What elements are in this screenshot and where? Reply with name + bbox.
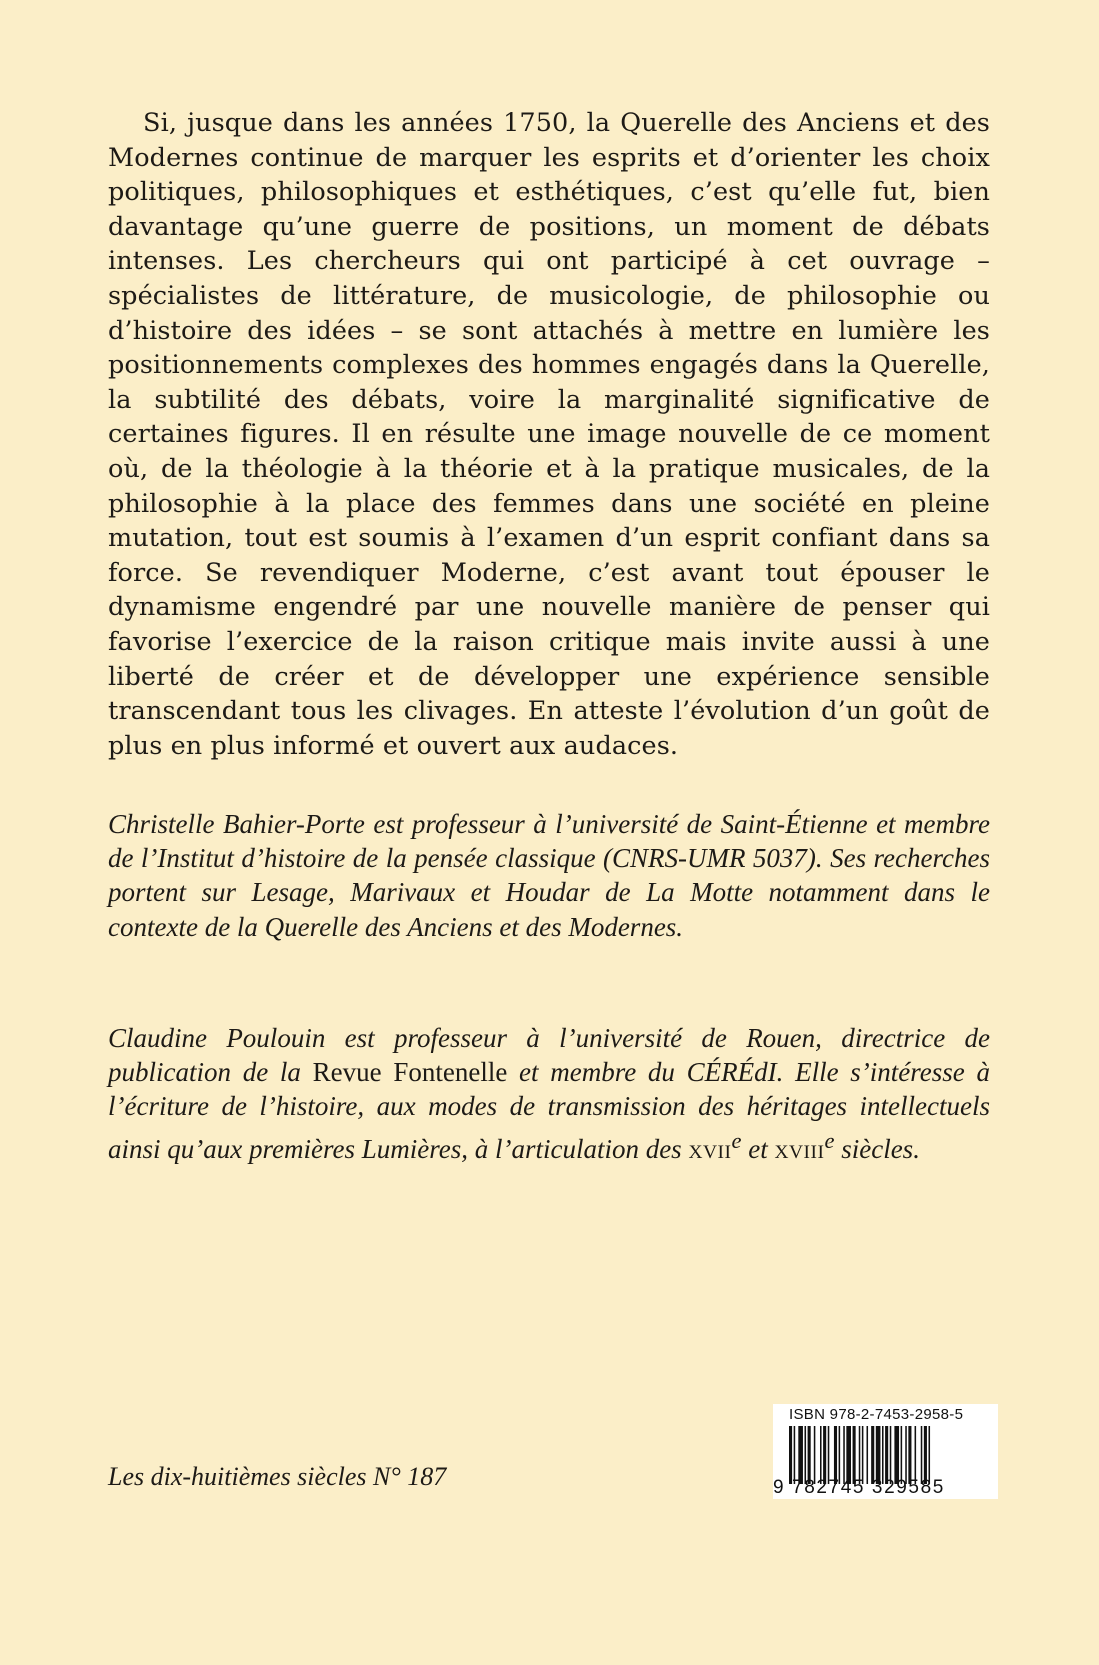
barcode-bar [820, 1426, 822, 1484]
barcode-bar [929, 1426, 931, 1484]
journal-title: Revue Fontenelle [312, 1057, 508, 1088]
barcode-bar [846, 1426, 851, 1484]
barcode-bar [924, 1426, 927, 1484]
barcode-bar [828, 1426, 830, 1484]
barcode-bar [885, 1426, 888, 1484]
barcode-bar [862, 1426, 864, 1484]
barcode-bar [794, 1426, 796, 1484]
barcode-bar [798, 1426, 803, 1484]
barcode-bar [867, 1426, 869, 1484]
century-numeral: XVII [688, 1141, 732, 1163]
barcode-bar [882, 1426, 884, 1484]
barcode-bar [915, 1426, 917, 1484]
barcode-bar [814, 1426, 816, 1484]
bio-text: et [741, 1133, 775, 1164]
barcode-bar [823, 1426, 826, 1484]
series-title: Les dix-huitièmes siècles N° 187 [108, 1462, 447, 1491]
isbn-label: ISBN 978-2-7453-2958-5 [789, 1406, 964, 1423]
barcode-bar [871, 1426, 874, 1484]
barcode-bar [839, 1426, 841, 1484]
barcode-bar [901, 1426, 903, 1484]
barcode-number: 9 782745 329585 [773, 1477, 945, 1498]
author-bio-poulouin [108, 1021, 990, 1170]
barcode-bar [805, 1426, 807, 1484]
barcode-bar [853, 1426, 856, 1484]
isbn-barcode-block [773, 1404, 998, 1499]
barcode-icon [789, 1426, 983, 1484]
barcode-bar [921, 1426, 923, 1484]
barcode-bar [876, 1426, 881, 1484]
summary-paragraph: Si, jusque dans les années 1750, la Querelle des Anciens et des Modernes continue de marquer les esprits et d’orienter les choix politiques, philosophiques et esthétiques, c’est qu’elle fut, bien davantage qu’une guerre de positions, un moment de débats intenses. Les chercheurs qui ont participé à cet ouvrage – spécialistes de littérature, de musicologie, de philosophie ou d’histoire des idées – se sont attachés à mettre en lumière les positionnements complexes des hommes engagés dans la Querelle, la subtilité des débats, voire la marginalité significative de certaines figures. Il en résulte une image nouvelle de ce moment où, de la théologie à la théorie et à la pratique musicales, de la philosophie à la place des femmes dans une société en pleine mutation, tout est soumis à l’examen d’un esprit confiant dans sa force. Se revendiquer Moderne, c’est avant tout épouser le dynamisme engendré par une nouvelle manière de penser qui favorise l’exercice de la raison critique mais invite aussi à une liberté de créer et de développer une expérience sensible transcendant tous les clivages. En atteste l’évolution d’un goût de plus en plus informé et ouvert aux audaces. [108, 108, 990, 761]
century-superscript: e [824, 1127, 835, 1153]
barcode-bar [834, 1426, 837, 1484]
barcode-bar [808, 1426, 811, 1484]
barcode-bar [894, 1426, 899, 1484]
bio-text: siècles. [834, 1133, 920, 1164]
barcode-bar [859, 1426, 861, 1484]
barcode-bar [843, 1426, 845, 1484]
barcode-bar [789, 1426, 792, 1484]
bio-text: et membre du CÉRÉdI. Elle s’intéresse à l’écriture de l’histoire, aux modes de transmission des héritages intellectuels ainsi qu’aux premières Lumières, à l’articulation des [108, 1057, 990, 1164]
century-numeral: XVIII [774, 1141, 825, 1163]
barcode-bar [890, 1426, 892, 1484]
bio-text: Claudine Poulouin est professeur à l’université de Rouen, directrice de publication de la [108, 1023, 990, 1088]
century-superscript: e [731, 1127, 742, 1153]
author-bio-bahier-porte: Christelle Bahier-Porte est professeur à l’université de Saint-Étienne et membre de l’Institut d’histoire de la pensée classique (CNRS-UMR 5037). Ses recherches portent sur Lesage, Marivaux et Houdar de La Motte notamment dans le contexte de la Querelle des Anciens et des Modernes. [108, 809, 990, 942]
barcode-bar [905, 1426, 907, 1484]
barcode-bar [908, 1426, 911, 1484]
